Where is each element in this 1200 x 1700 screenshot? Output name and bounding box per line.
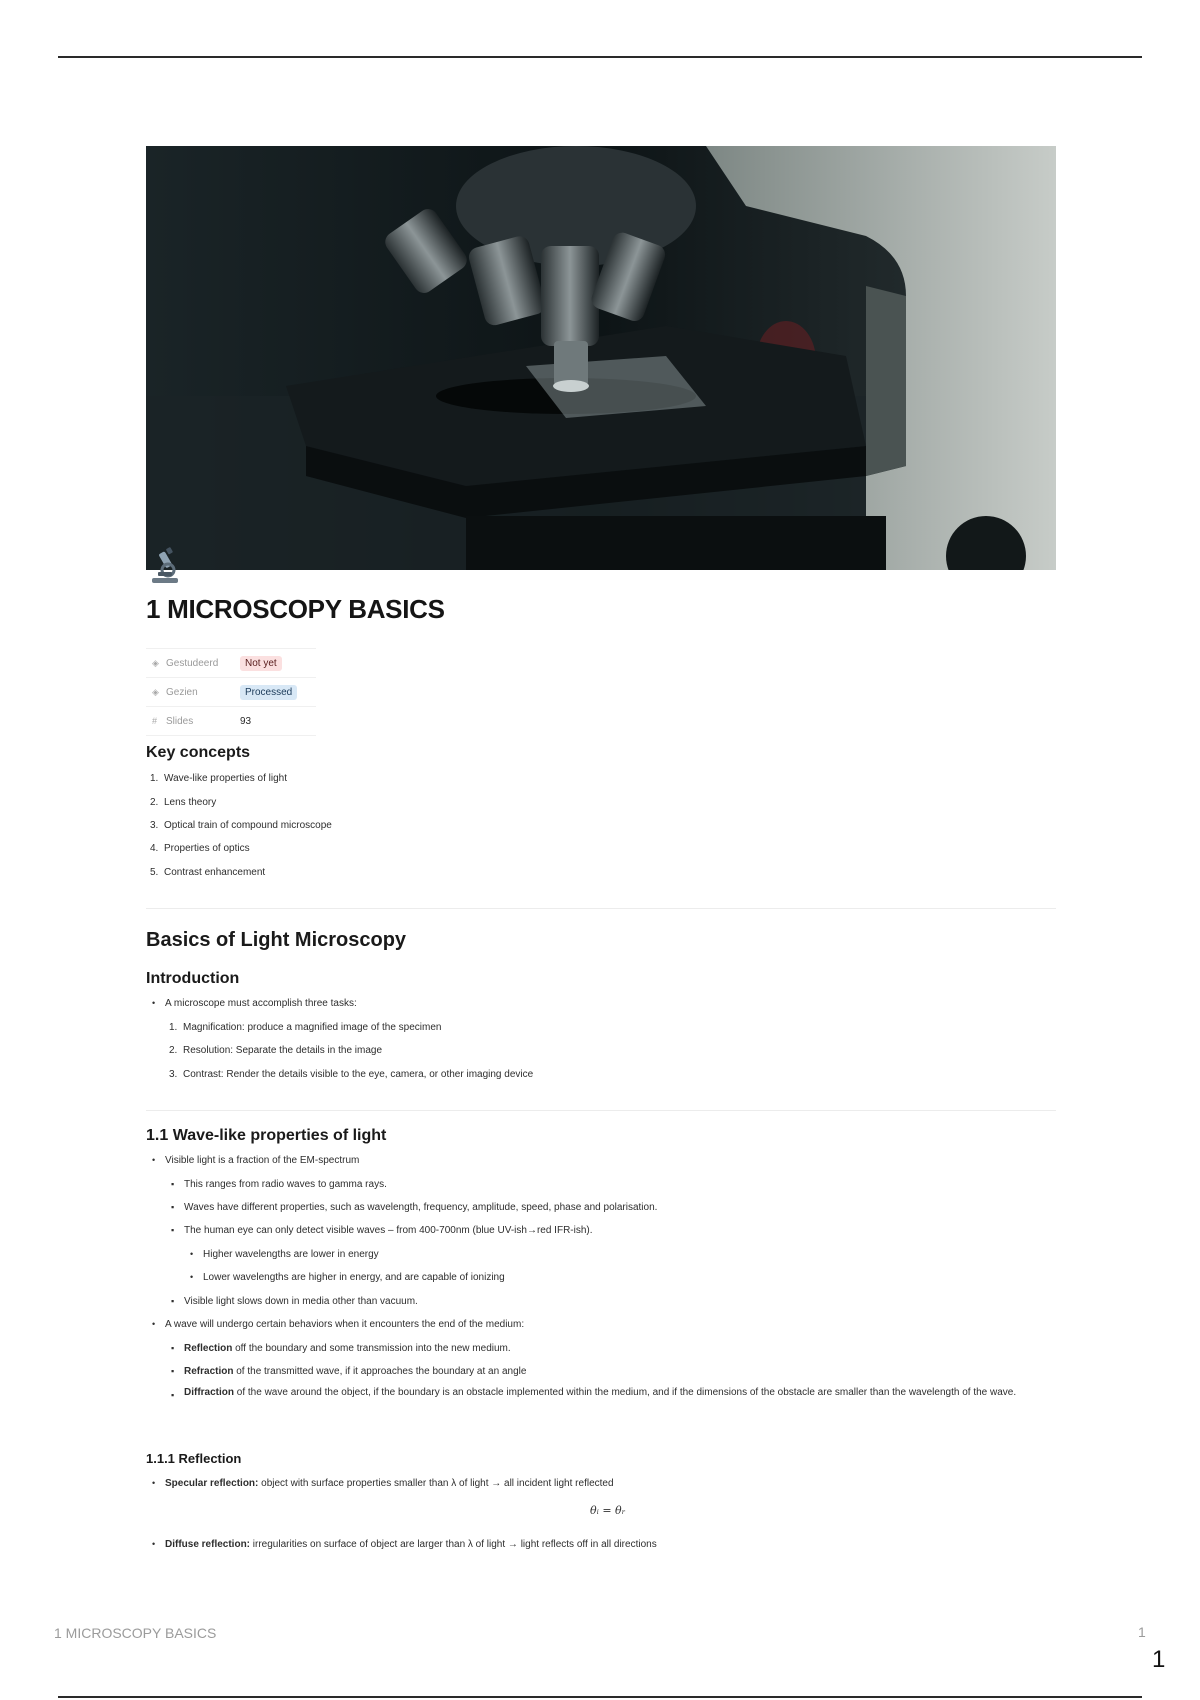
property-label: Gestudeerd xyxy=(166,657,219,669)
property-name xyxy=(146,658,240,669)
list-item: 3. Optical train of compound microscope xyxy=(150,820,332,831)
list-item: • A wave will undergo certain behaviors when it encounters the end of the medium: xyxy=(152,1319,525,1330)
subsection-heading: 1.1 Wave-like properties of light xyxy=(146,1127,387,1144)
list-item: ▪ The human eye can only detect visible waves – from 400-700nm (blue UV-ish→red IFR-ish). xyxy=(171,1225,593,1236)
list-item: 4. Properties of optics xyxy=(150,843,250,854)
list-item: • Lower wavelengths are higher in energy, and are capable of ionizing xyxy=(190,1272,505,1283)
microscope-icon[interactable] xyxy=(146,546,186,586)
property-value xyxy=(240,658,282,669)
top-rule xyxy=(58,56,1142,58)
status-tag[interactable]: Not yet xyxy=(240,656,282,671)
property-name xyxy=(146,716,240,727)
list-item: • Visible light is a fraction of the EM-spectrum xyxy=(152,1155,360,1166)
bold-term: Diffuse reflection: xyxy=(165,1539,251,1550)
list-item: 1. Magnification: produce a magnified image of the specimen xyxy=(169,1022,442,1033)
key-concepts-heading: Key concepts xyxy=(146,744,251,761)
divider xyxy=(146,908,1056,909)
list-item: ▪ Reflection off the boundary and some transmission into the new medium. xyxy=(171,1343,511,1354)
property-value[interactable]: 93 xyxy=(240,715,252,727)
property-value xyxy=(240,687,297,698)
section-heading: Basics of Light Microscopy xyxy=(146,929,407,951)
microscope-icon-svg xyxy=(146,546,186,586)
number-icon: # xyxy=(152,716,158,726)
list-item: • Specular reflection: object with surface properties smaller than λ of light → all incident light reflected xyxy=(152,1478,614,1489)
property-label: Slides xyxy=(166,715,194,727)
page-properties xyxy=(146,648,316,736)
bold-term: Refraction xyxy=(184,1366,234,1377)
formula: θᵢ = θᵣ xyxy=(590,1504,626,1517)
list-item: 3. Contrast: Render the details visible to the eye, camera, or other imaging device xyxy=(169,1069,534,1080)
bold-term: Diffraction xyxy=(184,1387,234,1398)
cover-microscope-illustration xyxy=(146,146,1056,570)
bold-term: Specular reflection: xyxy=(165,1478,259,1489)
list-item: 2. Resolution: Separate the details in the image xyxy=(169,1045,383,1056)
status-tag[interactable]: Processed xyxy=(240,685,297,700)
property-row-slides[interactable] xyxy=(146,707,316,736)
list-item: ▪ Waves have different properties, such as wavelength, frequency, amplitude, speed, phase and polarisation. xyxy=(171,1202,658,1213)
list-item: ▪ This ranges from radio waves to gamma rays. xyxy=(171,1179,387,1190)
status-icon: ◈ xyxy=(152,686,159,697)
property-label: Gezien xyxy=(166,686,198,698)
bold-term: Reflection xyxy=(184,1343,233,1354)
subsubsection-heading: 1.1.1 Reflection xyxy=(146,1451,242,1466)
list-item: ▪ Diffraction of the wave around the object, if the boundary is an obstacle implemented within the medium, and if the dimensions of the obstacle are smaller than the wavelength of the wave. xyxy=(171,1387,1017,1400)
list-item: • Diffuse reflection: irregularities on surface of object are larger than λ of light → light reflects off in all directions xyxy=(152,1539,657,1550)
bottom-rule xyxy=(58,1696,1142,1698)
page-title: 1 MICROSCOPY BASICS xyxy=(146,594,445,624)
status-icon: ◈ xyxy=(152,657,159,668)
list-item: 5. Contrast enhancement xyxy=(150,867,266,878)
property-row-gezien[interactable] xyxy=(146,678,316,707)
subsection-heading: Introduction xyxy=(146,970,240,987)
list-item: 2. Lens theory xyxy=(150,797,217,808)
divider xyxy=(146,1110,1056,1111)
footer-page-number: 1 xyxy=(1138,1624,1146,1640)
list-item: • Higher wavelengths are lower in energy xyxy=(190,1249,379,1260)
cover-image xyxy=(146,146,1056,570)
property-name xyxy=(146,687,240,698)
list-item: 1. Wave-like properties of light xyxy=(150,773,288,784)
list-item: ▪ Refraction of the transmitted wave, if it approaches the boundary at an angle xyxy=(171,1366,527,1377)
page-number: 1 xyxy=(1152,1646,1166,1673)
footer-title: 1 MICROSCOPY BASICS xyxy=(54,1625,217,1641)
list-item: • A microscope must accomplish three tasks: xyxy=(152,998,357,1009)
list-item: ▪ Visible light slows down in media other than vacuum. xyxy=(171,1296,418,1307)
property-row-gestudeerd[interactable] xyxy=(146,648,316,678)
